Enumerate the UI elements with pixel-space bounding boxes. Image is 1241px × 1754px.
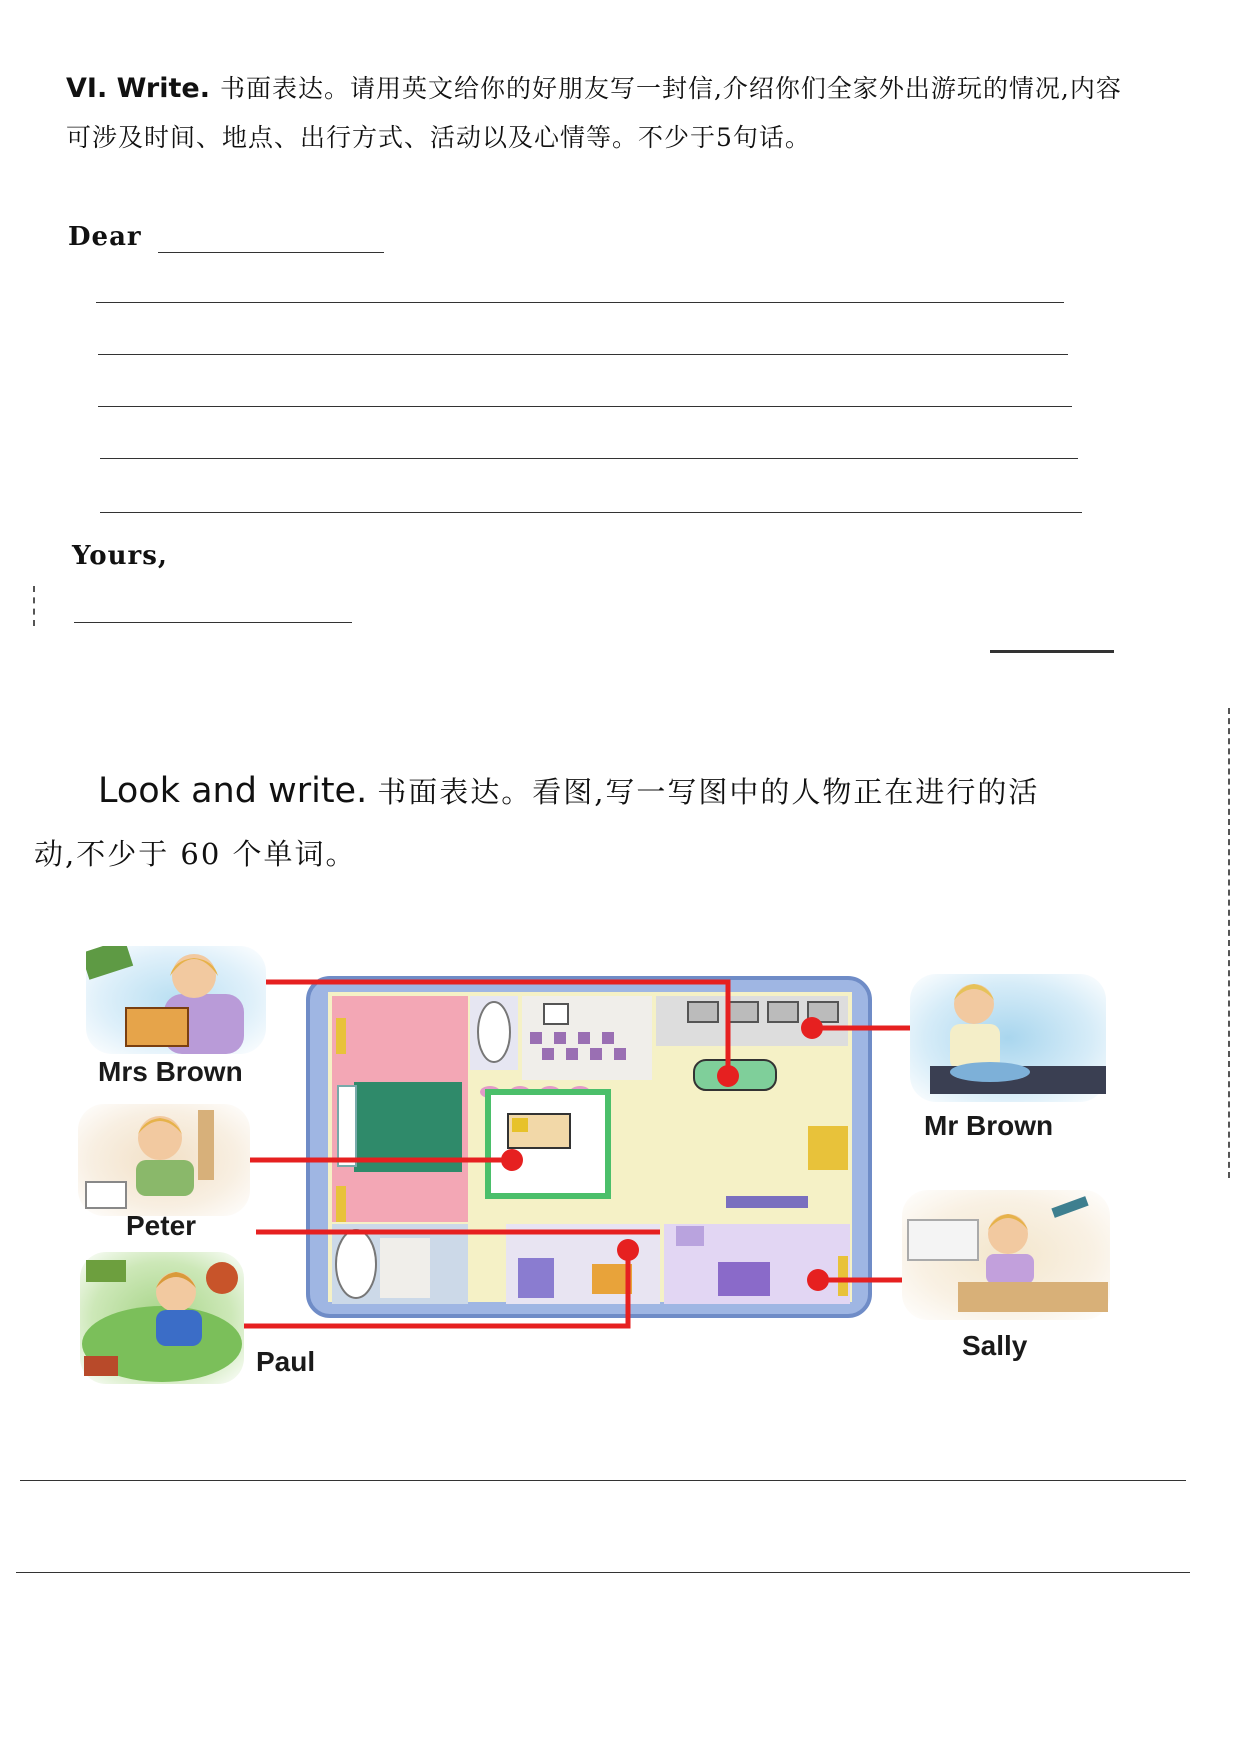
section-1-label: VI. Write. <box>66 73 210 104</box>
letter-line-2[interactable] <box>98 354 1068 355</box>
cooking-man-icon <box>910 974 1106 1102</box>
letter-line-3[interactable] <box>98 406 1072 407</box>
person-label-mr-brown: Mr Brown <box>924 1110 1054 1141</box>
left-margin-dash <box>33 586 35 626</box>
name-blank-line[interactable] <box>158 252 384 253</box>
signature-blank-line[interactable] <box>74 622 352 623</box>
letter-closing: Yours, <box>72 541 168 571</box>
section-1-instruction <box>66 64 1126 162</box>
answer-line-2[interactable] <box>16 1572 1190 1573</box>
section-2-label: Look and write. <box>98 771 368 811</box>
drawing-boy-icon <box>78 1104 250 1216</box>
mrs-brown-picture <box>86 946 266 1054</box>
person-label-mrs-brown: Mrs Brown <box>98 1056 243 1087</box>
section-2-instruction-line2: 动,不少于 60 个单词。 <box>34 837 357 871</box>
answer-line-1[interactable] <box>20 1480 1186 1481</box>
playing-boy-icon <box>80 1252 244 1384</box>
letter-line-1[interactable] <box>96 302 1064 303</box>
letter-line-4[interactable] <box>100 458 1078 459</box>
letter-salutation: Dear <box>68 222 142 252</box>
paul-picture <box>80 1252 244 1384</box>
sally-picture <box>902 1190 1110 1320</box>
writing-girl-icon <box>902 1190 1110 1320</box>
section-1-instruction-text: 书面表达。请用英文给你的好朋友写一封信,介绍你们全家外出游玩的情况,内容可涉及时间、地点、出行方式、活动以及心情等。不少于5句话。 <box>66 74 1122 152</box>
mr-brown-picture <box>910 974 1106 1102</box>
person-label-sally: Sally <box>962 1330 1028 1361</box>
person-label-peter: Peter <box>126 1210 197 1241</box>
letter-line-5[interactable] <box>100 512 1082 513</box>
section-2-instruction-line1: 书面表达。看图,写一写图中的人物正在进行的活 <box>377 775 1040 809</box>
reading-woman-icon <box>86 946 266 1054</box>
section-divider-line <box>990 650 1114 653</box>
peter-picture <box>78 1104 250 1216</box>
person-label-paul: Paul <box>256 1346 316 1377</box>
section-2-instruction <box>98 748 1208 835</box>
